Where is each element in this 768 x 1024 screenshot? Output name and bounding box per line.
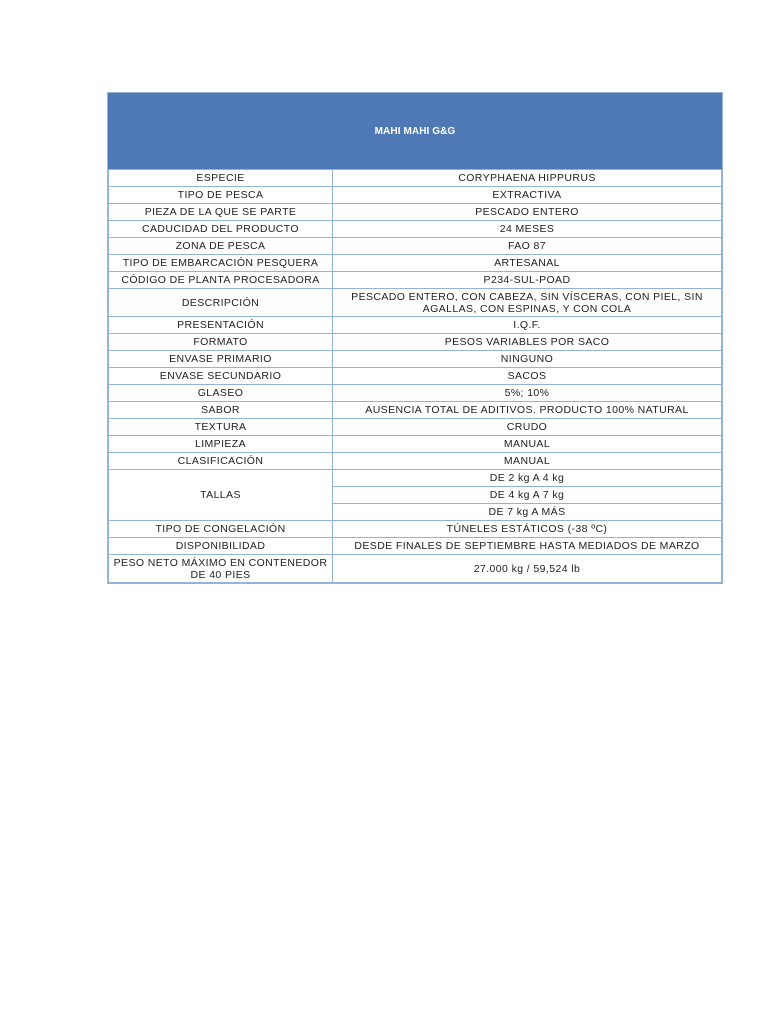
row-value: TÚNELES ESTÁTICOS (-38 ºC) xyxy=(333,521,722,538)
row-value: 5%; 10% xyxy=(333,385,722,402)
row-value: FAO 87 xyxy=(333,238,722,255)
row-value: NINGUNO xyxy=(333,351,722,368)
row-label: ENVASE PRIMARIO xyxy=(109,351,333,368)
table-row xyxy=(109,402,722,419)
table-row xyxy=(109,204,722,221)
row-value: PESCADO ENTERO, CON CABEZA, SIN VÍSCERAS, CON PIEL, SIN AGALLAS, CON ESPINAS, Y CON COLA xyxy=(333,289,722,317)
row-value: SACOS xyxy=(333,368,722,385)
row-label: TIPO DE PESCA xyxy=(109,187,333,204)
row-value: 24 MESES xyxy=(333,221,722,238)
row-label: ZONA DE PESCA xyxy=(109,238,333,255)
row-label: LIMPIEZA xyxy=(109,436,333,453)
table-row xyxy=(109,238,722,255)
row-label: DISPONIBILIDAD xyxy=(109,538,333,555)
table-row xyxy=(109,289,722,317)
row-value: DESDE FINALES DE SEPTIEMBRE HASTA MEDIADOS DE MARZO xyxy=(333,538,722,555)
row-label: GLASEO xyxy=(109,385,333,402)
row-value: CRUDO xyxy=(333,419,722,436)
row-label: TEXTURA xyxy=(109,419,333,436)
table-row xyxy=(109,170,722,187)
row-value: 27.000 kg / 59,524 lb xyxy=(333,555,722,583)
row-value: MANUAL xyxy=(333,453,722,470)
table-row xyxy=(109,385,722,402)
row-value: P234-SUL-POAD xyxy=(333,272,722,289)
table-row xyxy=(109,453,722,470)
row-label-tallas: TALLAS xyxy=(109,470,333,521)
table-row xyxy=(109,351,722,368)
row-value: MANUAL xyxy=(333,436,722,453)
row-label: TIPO DE EMBARCACIÓN PESQUERA xyxy=(109,255,333,272)
row-label: ESPECIE xyxy=(109,170,333,187)
row-label: FORMATO xyxy=(109,334,333,351)
row-value: PESCADO ENTERO xyxy=(333,204,722,221)
row-value: DE 2 kg A 4 kg xyxy=(333,470,722,487)
row-value: EXTRACTIVA xyxy=(333,187,722,204)
table-row xyxy=(109,436,722,453)
table-row xyxy=(109,470,722,487)
table-row xyxy=(109,255,722,272)
row-label: PIEZA DE LA QUE SE PARTE xyxy=(109,204,333,221)
row-label: PRESENTACIÓN xyxy=(109,317,333,334)
table-row xyxy=(109,521,722,538)
table-row xyxy=(109,419,722,436)
table-row xyxy=(109,187,722,204)
row-value: AUSENCIA TOTAL DE ADITIVOS. PRODUCTO 100% NATURAL xyxy=(333,402,722,419)
table-row xyxy=(109,272,722,289)
row-value: PESOS VARIABLES POR SACO xyxy=(333,334,722,351)
row-label: ENVASE SECUNDARIO xyxy=(109,368,333,385)
row-value: ARTESANAL xyxy=(333,255,722,272)
spec-table xyxy=(108,169,722,583)
table-row xyxy=(109,538,722,555)
product-title: MAHI MAHI G&G xyxy=(108,93,722,169)
row-value: DE 4 kg A 7 kg xyxy=(333,487,722,504)
row-value: I.Q.F. xyxy=(333,317,722,334)
row-value: DE 7 kg A MÁS xyxy=(333,504,722,521)
row-label: TIPO DE CONGELACIÓN xyxy=(109,521,333,538)
row-label: SABOR xyxy=(109,402,333,419)
row-label: CÓDIGO DE PLANTA PROCESADORA xyxy=(109,272,333,289)
table-row xyxy=(109,368,722,385)
row-label: DESCRIPCIÓN xyxy=(109,289,333,317)
row-label: CADUCIDAD DEL PRODUCTO xyxy=(109,221,333,238)
row-label: CLASIFICACIÓN xyxy=(109,453,333,470)
table-row xyxy=(109,555,722,583)
row-value: CORYPHAENA HIPPURUS xyxy=(333,170,722,187)
row-label: PESO NETO MÁXIMO EN CONTENEDOR DE 40 PIES xyxy=(109,555,333,583)
table-row xyxy=(109,334,722,351)
table-row xyxy=(109,221,722,238)
table-row xyxy=(109,317,722,334)
spec-sheet xyxy=(107,92,723,584)
